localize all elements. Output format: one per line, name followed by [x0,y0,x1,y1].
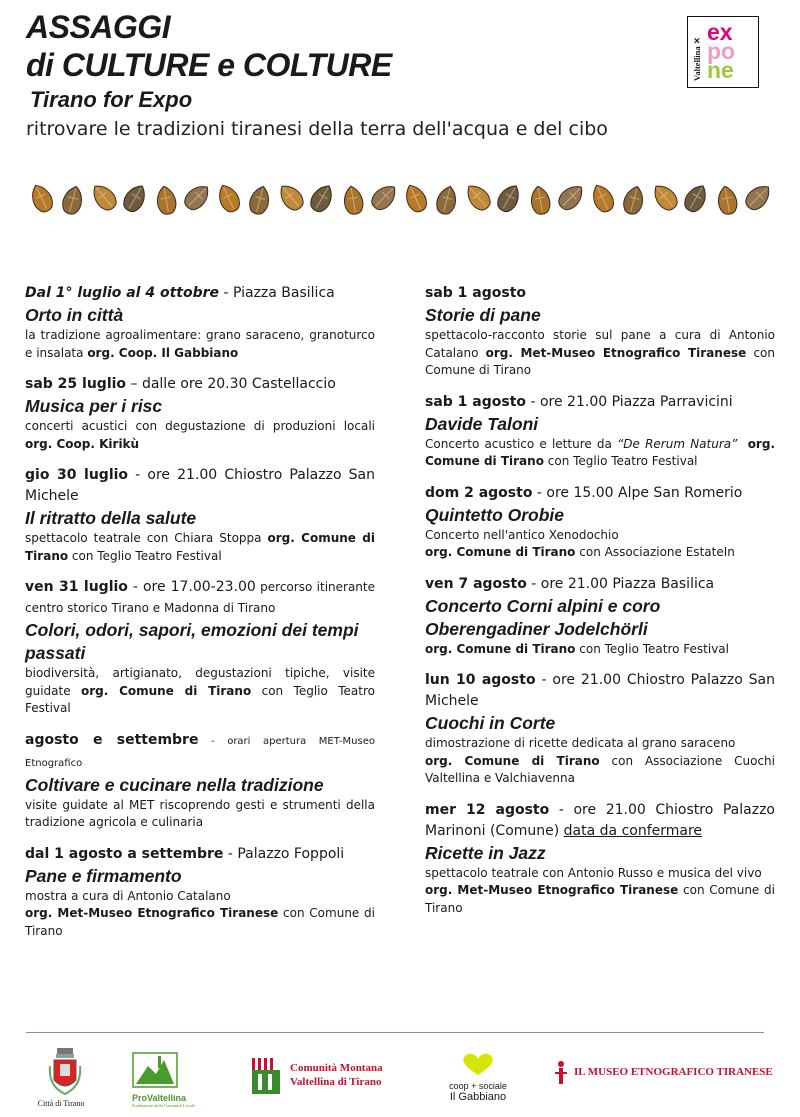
heart-icon [460,1052,496,1076]
event-item [25,730,375,832]
event-item [25,283,375,362]
event-desc-tail: con Teglio Teatro Festival [68,548,222,563]
event-org: org. Comune di Tirano [81,683,252,698]
event-org: org. Met-Museo Etnografico Tiranese [25,906,279,920]
event-title: Concerto Corni alpini e coro [425,595,661,616]
buckwheat-seed-icon [621,184,646,216]
event-title: Storie di pane [425,305,541,325]
event-org: org. Met-Museo Etnografico Tiranese [485,345,747,360]
buckwheat-seed-icon [155,185,178,216]
event-title: Quintetto Orobie [425,504,565,525]
event-desc: Concerto nell'antico Xenodochio [425,527,619,542]
event-desc: spettacolo teatrale con Antonio Russo e musica del vivo [425,865,762,880]
event-item [25,844,375,941]
event-title: Orto in città [25,305,124,325]
buckwheat-seed-icon [60,184,85,216]
event-desc: spettacolo teatrale con Chiara Stoppa [25,531,268,545]
provaltellina-logo [132,1052,196,1108]
buckwheat-seed-icon [214,181,242,214]
event-item [425,392,775,471]
event-desc: Concerto acustico e letture da [425,436,618,451]
event-title: Il ritratto della salute [25,508,197,528]
comunita-label-2: Valtellina di Tirano [290,1076,382,1088]
buckwheat-seed-icon [494,181,524,215]
event-item [425,483,775,562]
buckwheat-seed-icon [27,181,55,214]
title-line-2: di CULTURE e COLTURE [26,47,392,83]
event-title: Musica per i risc [25,396,163,416]
event-place: - ore 17.00-23.00 [127,579,256,595]
buckwheat-seed-icon [181,181,214,214]
event-title: Pane e firmamento [25,865,182,886]
event-org: org. Coop. Kirikù [25,436,140,451]
event-place: - ore 21.00 Piazza Parravicini [526,393,733,410]
event-date-tbc: data da confermare [563,822,703,839]
buckwheat-seed-icon [742,181,774,214]
event-item [425,283,775,380]
buckwheat-seed-icon [368,181,401,214]
citta-di-tirano-logo [37,1046,90,1108]
event-date: gio 30 luglio [25,467,129,483]
event-date: Dal 1° luglio al 4 ottobre [25,285,220,301]
event-title: Ricette in Jazz [425,842,546,863]
event-org: org. Comune di Tirano [425,436,775,468]
event-place-detail: percorso itinerante centro storico Tirano e Madonna di Tirano [25,580,375,615]
buckwheat-seed-icon [434,184,459,216]
footer-logos [26,1046,774,1112]
footer-divider [26,1032,764,1033]
buckwheat-seed-icon [462,180,494,213]
event-item [425,670,775,788]
event-org: org. Coop. Il Gabbiano [87,345,239,360]
expo-logo-side-text: Valtellina ✕ [692,37,702,81]
buckwheat-seed-icon [342,185,365,216]
expo-logo-ex: ex [707,19,733,45]
comunita-label-1: Comunità Montana [290,1062,383,1074]
event-date: sab 25 luglio [25,376,127,392]
event-date: sab 1 agosto [425,285,527,301]
event-title: Davide Taloni [425,413,539,434]
event-date: mer 12 agosto [425,801,550,818]
buckwheat-seed-icon [649,180,681,213]
provaltellina-label: ProValtellina [132,1093,187,1103]
event-date: lun 10 agosto [425,672,536,688]
buckwheat-seed-icon [716,185,739,216]
event-place: - ore 21.00 Piazza Basilica [526,575,715,592]
event-place: - ore 21.00 Chiostro Palazzo San Michele [425,672,775,709]
title-line-1: ASSAGGI [26,9,171,45]
mountain-icon [132,1052,178,1088]
event-desc-tail: con Comune di Tirano [425,883,775,915]
event-item [25,465,375,565]
provaltellina-sub: Fondazione della Comunità Locale [132,1103,196,1108]
event-org: org. Comune di Tirano [425,753,600,768]
event-place: - ore 21.00 Chiostro Palazzo Marinoni (Comune) [425,801,775,839]
event-org: org. Comune di Tirano [25,531,376,563]
buckwheat-seed-icon [247,184,272,216]
events-right-column [425,283,775,929]
event-desc: concerti acustici con degustazione di produzioni locali [25,419,375,433]
buckwheat-seed-icon [555,181,588,214]
event-org: org. Comune di Tirano [425,545,576,559]
event-org: org. Comune di Tirano [425,641,576,656]
event-desc-tail: con Comune di Tirano [425,345,775,377]
event-title: Colori, odori, sapori, emozioni dei tempi passati [25,620,359,663]
event-item [425,800,775,918]
buckwheat-seed-icon [120,181,150,215]
coop-sociale-label: sociale [478,1081,507,1091]
tagline: ritrovare le tradizioni tiranesi della terra dell'acqua e del cibo [26,118,608,140]
event-desc-tail: con Teglio Teatro Festival [25,683,375,715]
buckwheat-seed-icon [275,180,307,213]
event-date: dal 1 agosto a settembre [25,845,224,862]
event-place: - ore 21.00 Chiostro Palazzo San Michele [25,467,375,504]
coop-label: coop [449,1081,469,1091]
header [26,8,686,142]
event-item [25,577,375,718]
event-desc: dimostrazione di ricette dedicata al grano saraceno [425,736,736,750]
event-desc: la tradizione agroalimentare: grano saraceno, granoturco e insalata [25,328,375,360]
expo-logo-po: po [707,38,736,64]
expo-logo-ne: ne [707,57,734,83]
buckwheat-seeds-strip [26,178,774,218]
event-date: dom 2 agosto [425,484,533,501]
buckwheat-seed-icon [88,180,120,213]
event-place: - Palazzo Foppoli [223,845,345,862]
event-desc: visite guidate al MET riscoprendo gesti e strumenti della tradizione agricola e culinaria [25,797,375,829]
event-place: - orari apertura MET-Museo Etnografico [25,735,375,769]
event-desc-tail: con Associazione Cuochi Valtellina e Valchiavenna [425,753,775,785]
event-title: Coltivare e cucinare nella tradizione [25,774,324,795]
event-date: ven 7 agosto [425,575,527,592]
citta-label: Città di Tirano [37,1099,85,1108]
buckwheat-seed-icon [307,181,337,215]
buckwheat-seed-icon [588,181,616,214]
subtitle: Tirano for Expo [30,87,193,112]
event-desc: spettacolo-racconto storie sul pane a cura di Antonio Catalano [425,328,775,360]
event-desc-tail: con Teglio Teatro Festival [575,641,729,656]
event-title: Cuochi in Corte [425,713,556,733]
event-desc-tail: con Teglio Teatro Festival [543,454,698,468]
gabbiano-label: Il Gabbiano [449,1091,507,1103]
event-place: – dalle ore 20.30 Castellaccio [126,376,336,392]
event-date: agosto e settembre [25,731,199,748]
event-desc-tail: con Comune di Tirano [25,906,375,938]
event-desc: mostra a cura di Antonio Catalano [25,888,231,903]
events-left-column [25,283,375,952]
buckwheat-seed-icon [681,181,711,215]
event-desc-tail: con Associazione EstateIn [575,545,735,559]
museo-figure-icon [554,1060,568,1086]
event-quote: “De Rerum Natura” [617,436,738,451]
event-date: sab 1 agosto [425,393,527,410]
expo-logo [687,16,759,88]
event-item [425,574,775,659]
coop-il-gabbiano-logo: coop + sociale Il Gabbiano [438,1052,518,1103]
event-date: ven 31 luglio [25,579,128,595]
buckwheat-seed-icon [401,181,429,214]
buckwheat-seed-icon [529,185,552,216]
museo-label: IL MUSEO ETNOGRAFICO TIRANESE [574,1066,773,1078]
event-title-2: Oberengadiner Jodelchörli [425,618,648,639]
event-place: - ore 15.00 Alpe San Romerio [532,484,743,501]
event-desc: biodiversità, artigianato, degustazioni tipiche, visite guidate [25,666,375,698]
fork-icon [248,1054,284,1096]
event-org: org. Met-Museo Etnografico Tiranese [425,883,679,897]
event-place: - Piazza Basilica [219,285,335,301]
event-item [25,374,375,453]
coat-of-arms-icon [48,1046,82,1096]
